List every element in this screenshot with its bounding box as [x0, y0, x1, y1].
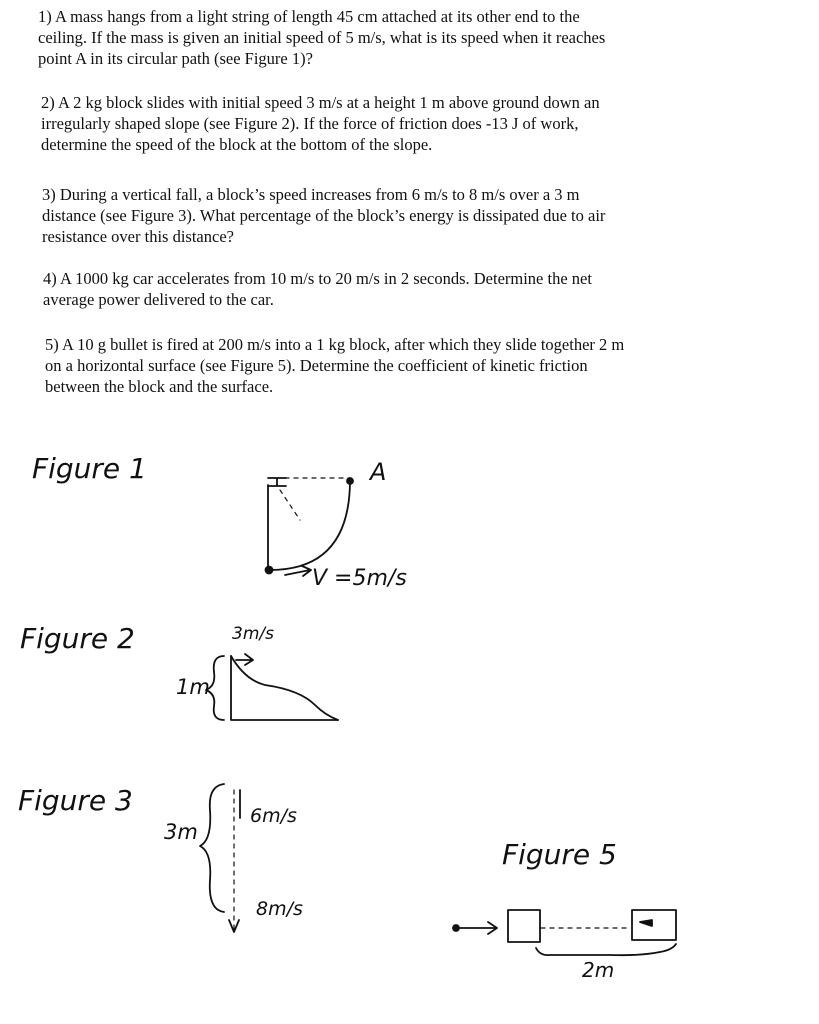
figure-5-distance-label: 2m — [582, 958, 615, 982]
problem-2: 2) A 2 kg block slides with initial speed 3 m/s at a height 1 m above ground down an irregularly shaped slope (see Figure 2). If the force of friction does -13 J of work, determine the speed of the block at the bottom of the slope. — [41, 93, 600, 154]
figure-1-velocity-label: V =5m/s — [312, 566, 407, 591]
figure-2-title: Figure 2 — [20, 622, 135, 655]
figure-3-title: Figure 3 — [18, 784, 133, 817]
figure-3-initial-speed-label: 6m/s — [250, 805, 297, 827]
problem-4: 4) A 1000 kg car accelerates from 10 m/s to 20 m/s in 2 seconds. Determine the net average power delivered to the car. — [43, 269, 592, 309]
figure-2-height-label: 1m — [176, 675, 210, 699]
figure-1-title: Figure 1 — [32, 452, 147, 485]
figure-3-final-speed-label: 8m/s — [256, 898, 303, 920]
figure-2-speed-label: 3m/s — [232, 624, 274, 644]
problem-1: 1) A mass hangs from a light string of length 45 cm attached at its other end to the ceiling. If the mass is given an initial speed of 5 m/s, what is its speed when it reaches point A in its circular path (see Figure 1)? — [38, 7, 606, 68]
figure-3-distance-label: 3m — [164, 820, 198, 844]
figure-1-point-label: A — [370, 458, 387, 486]
problem-5: 5) A 10 g bullet is fired at 200 m/s into a 1 kg block, after which they slide together 2 m on a horizontal surface (see Figure 5). Determine the coefficient of kinetic friction between the block and the surface. — [45, 335, 625, 396]
figure-5-title: Figure 5 — [502, 838, 617, 871]
problem-3: 3) During a vertical fall, a block’s speed increases from 6 m/s to 8 m/s over a 3 m distance (see Figure 3). What percentage of the block’s energy is dissipated due to air resistance over this distance? — [42, 185, 606, 246]
